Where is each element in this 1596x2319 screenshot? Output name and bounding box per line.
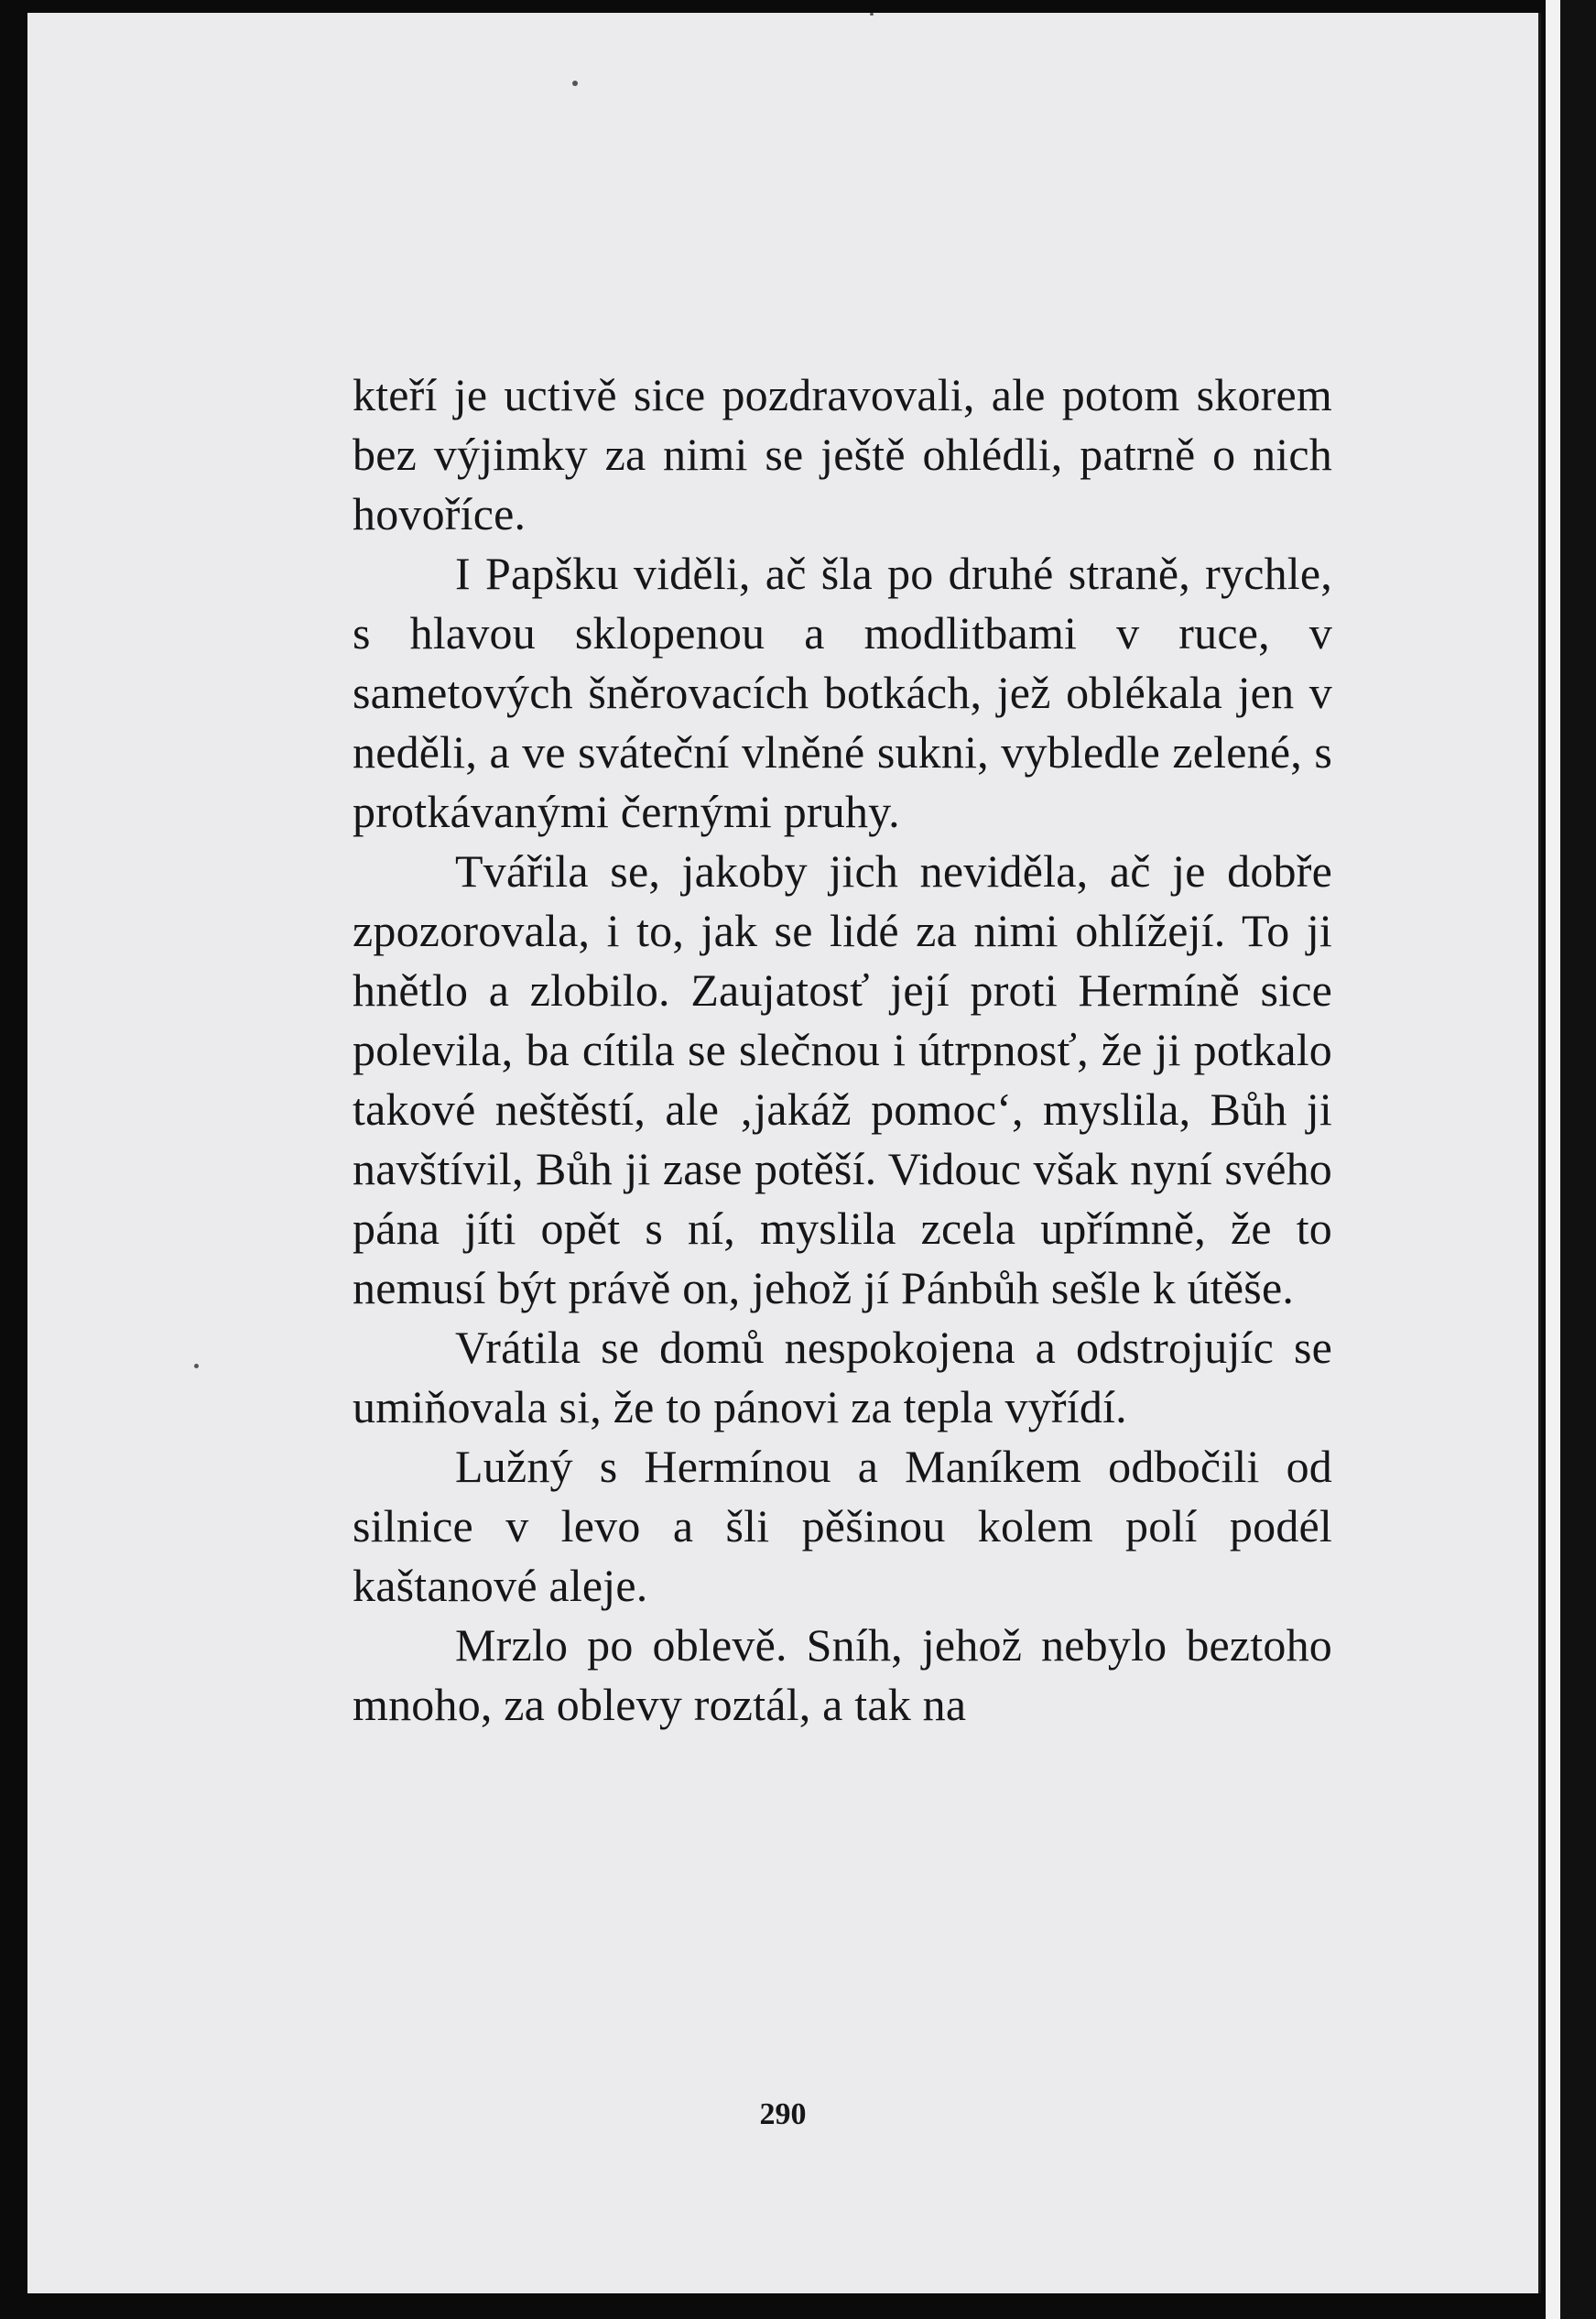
book-page bbox=[27, 13, 1541, 2293]
paragraph: Mrzlo po oblevě. Sníh, jehož nebylo beztoho mnoho, za oblevy roztál, a tak na bbox=[353, 1619, 1332, 1730]
body-text bbox=[353, 365, 1332, 1735]
paragraph: Tvářila se, jakoby jich neviděla, ač je dobře zpozorovala, i to, jak se lidé za nimi ohlížejí. To ji hnětlo a zlobilo. Zaujatosť její proti Hermíně sice polevila, ba cítila se slečnou i útrpnosť, že ji potkalo takové neštěstí, ale ‚jakáž pomoc‘, myslila, Bůh ji navštívil, Bůh ji zase potěší. Vidouc však nyní svého pána jíti opět s ní, myslila zcela upřímně, že to nemusí být právě on, jehož jí Pánbůh sešle k útěše. bbox=[353, 845, 1332, 1313]
dust-speck bbox=[572, 81, 578, 86]
paragraph: I Papšku viděli, ač šla po druhé straně, rychle, s hlavou sklopenou a modlitbami v ruce, v sametových šněrovacích botkách, jež oblékala jen v neděli, a ve sváteční vlněné sukni, vybledle zelené, s protkávanými černými pruhy. bbox=[353, 548, 1332, 837]
paragraph: Vrátila se domů nespokojena a odstrojujíc se umiňovala si, že to pánovi za tepla vyřídí. bbox=[353, 1322, 1332, 1432]
paragraph: Lužný s Hermínou a Maníkem odbočili od silnice v levo a šli pěšinou kolem polí podél kaštanové aleje. bbox=[353, 1441, 1332, 1611]
paragraph: kteří je uctivě sice pozdravovali, ale potom skorem bez výjimky za nimi se ještě ohlédli, patrně o nich hovoříce. bbox=[353, 369, 1332, 539]
scan-border bbox=[1560, 0, 1596, 2319]
dust-speck bbox=[870, 13, 874, 16]
dust-speck bbox=[194, 1364, 199, 1368]
page-number: 290 bbox=[759, 2097, 807, 2131]
adjacent-page-edge bbox=[1546, 0, 1560, 2319]
